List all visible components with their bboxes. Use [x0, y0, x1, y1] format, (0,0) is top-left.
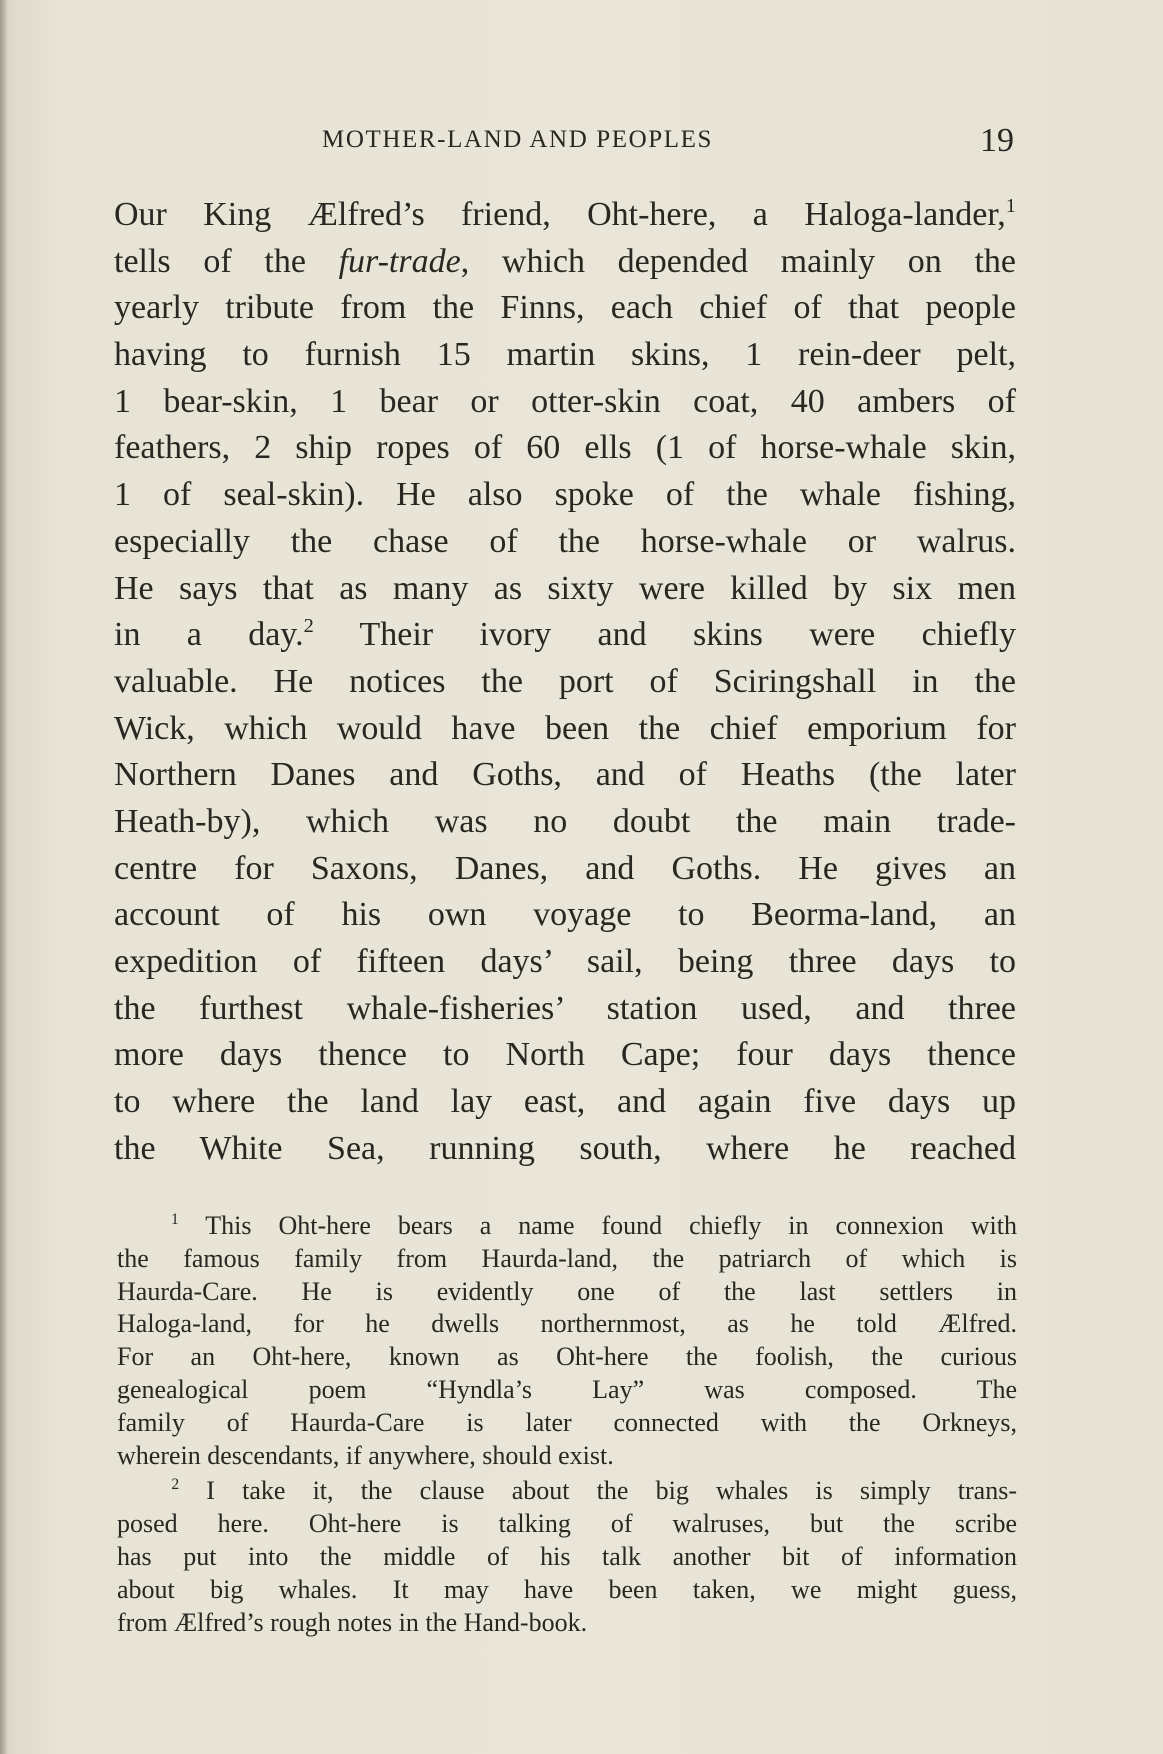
text-line: to where the land lay east, and again five days up [114, 1083, 1016, 1121]
footnote-line: from Ælfred’s rough notes in the Hand-book. [117, 1607, 588, 1637]
text-line: more days thence to North Cape; four days thence [114, 1036, 1016, 1074]
text-line: expedition of fifteen days’ sail, being three days to [114, 943, 1016, 980]
footnotes [117, 1210, 1017, 1639]
text-line: in a day.$^2$ Their ivory and skins were chiefly [114, 614, 1016, 654]
text-line: He says that as many as sixty were killed by six men [114, 569, 1016, 607]
text-line: 1 bear-skin, 1 bear or otter-skin coat, 40 ambers of [114, 382, 1016, 420]
footnote-ref-2: 2 [303, 614, 314, 637]
running-title: MOTHER-LAND AND PEOPLES [322, 126, 713, 153]
text-line: feathers, 2 ship ropes of 60 ells (1 of horse-whale skin, [114, 429, 1016, 467]
footnote-line: the famous family from Haurda-land, the patriarch of which is [117, 1243, 1017, 1273]
footnote-line: For an Oht-here, known as Oht-here the foolish, the curious [117, 1342, 1017, 1372]
footnote-line: Haloga-land, for he dwells northernmost, as he told Ælfred. [117, 1309, 1017, 1339]
footnote-line: about big whales. It may have been taken, we might guess, [117, 1574, 1017, 1604]
footnote-line: $^1$ This Oht-here bears a name found chiefly in connexion with [170, 1210, 1018, 1240]
footnote-2 [117, 1475, 1017, 1639]
footnote-line: posed here. Oht-here is talking of walruses, but the scribe [117, 1509, 1017, 1539]
text-line: account of his own voyage to Beorma-land, an [114, 896, 1016, 934]
text-line: 1 of seal-skin). He also spoke of the whale fishing, [114, 476, 1016, 514]
text-line: Our King Ælfred’s friend, Oht-here, a Haloga-lander,$^1$ [114, 194, 1016, 233]
text-line: the White Sea, running south, where he reached [114, 1129, 1016, 1167]
text-line: Heath-by), which was no doubt the main trade- [114, 802, 1016, 840]
footnote-mark-2: 2 [171, 1475, 180, 1493]
footnote-line: $^2$ I take it, the clause about the big whales is simply trans- [171, 1475, 1018, 1506]
text-line: especially the chase of the horse-whale or walrus. [114, 522, 1016, 560]
footnote-line: Haurda-Care. He is evidently one of the last settlers in [117, 1276, 1017, 1306]
text-line: Wick, which would have been the chief emporium for [114, 709, 1016, 747]
text-line: valuable. He notices the port of Sciringshall in the [114, 662, 1016, 700]
footnote-line: has put into the middle of his talk another bit of information [117, 1541, 1017, 1571]
footnote-mark-1: 1 [170, 1210, 179, 1228]
emphasis-fur-trade: fur-trade [338, 242, 461, 280]
footnote-ref-1: 1 [1005, 194, 1016, 217]
text-line: having to furnish 15 martin skins, 1 rein-deer pelt, [114, 336, 1016, 374]
spine-shadow [0, 0, 8, 1754]
text-line: yearly tribute from the Finns, each chief of that people [114, 289, 1016, 327]
text-line: the furthest whale-fisheries’ station used, and three [114, 989, 1016, 1027]
footnote-line: genealogical poem “Hyndla’s Lay” was composed. The [117, 1374, 1017, 1404]
running-head [114, 122, 1016, 162]
text-line: centre for Saxons, Danes, and Goths. He gives an [114, 849, 1016, 887]
text-line: Northern Danes and Goths, and of Heaths (the later [114, 756, 1016, 794]
footnote-line: wherein descendants, if anywhere, should exist. [117, 1440, 614, 1470]
footnote-1 [117, 1210, 1017, 1472]
body-text [114, 192, 1016, 1172]
footnote-line: family of Haurda-Care is later connected with the Orkneys, [117, 1407, 1017, 1437]
text-line: tells of the fur-trade, which depended mainly on the [114, 242, 1016, 280]
page-number: 19 [980, 122, 1014, 159]
